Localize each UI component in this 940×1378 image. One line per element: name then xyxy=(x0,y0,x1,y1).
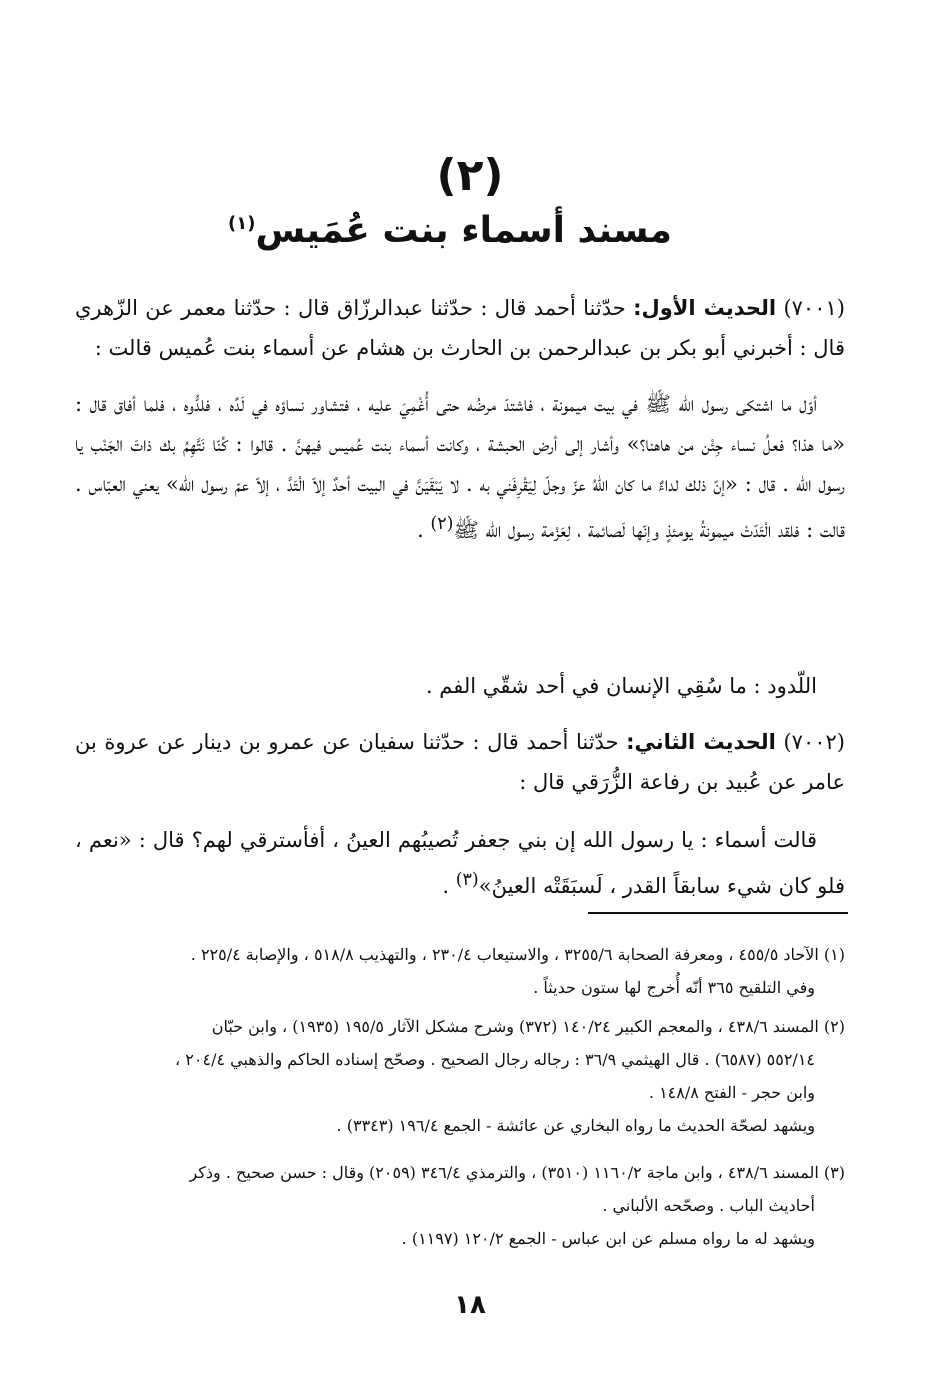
hadith-1-label: الحديث الأول: xyxy=(633,296,777,320)
hadith-2-footnote-ref: (٣) xyxy=(455,870,479,890)
footnote-line: ويشهد لصحّة الحديث ما رواه البخاري عن عائشة - الجمع ١٩٦/٤ (٣٣٤٣) . xyxy=(336,1116,815,1135)
footnote-line: ويشهد له ما رواه مسلم عن ابن عباس - الجمع ١٢٠/٢ (١١٩٧) . xyxy=(401,1229,815,1248)
hadith-1-matn-text: أوّل ما اشتكى رسول الله ﷺ في بيت ميمونة ، فاشتدّ مرضُه حتى أُغْمِيَ عليه ، فتشاور نساؤه في لَدِّه ، فلدُّوه ، فلما أفاق قال : «ما هذا؟ فعلُ نساء جِئْن من هاهنا؟» وأشار إلى أرض الحبشة ، وكانت أسماء بنت عُميس فيهنَّ . قالوا : كُنّا نَتَّهِمُ بك ذاتَ الجَنْب يا رسول الله . قال : «إنّ ذلك لداءٌ ما كان اللّهُ عزّ وجلّ لِيَقْرِفَني به . لا يَبْقَيَنَّ في البيت أحدٌ إلاّ الْتَدَّ ، إلاّ عمّ رسول الله» يعني العبّاس . قالت : فلقد الْتَدّتْ ميمونةُ يومئذٍ وإنّها لَصائمة ، لِعَزْمة رسول الله ﷺ xyxy=(75,392,845,542)
footnote-line: (١) الآحاد ٤٥٥/٥ ، ومعرفة الصحابة ٣٢٥٥/٦ ، والاستيعاب ٢٣٠/٤ ، والتهذيب ٥١٨/٨ ، والإصابة ٢٢٥/٤ . xyxy=(190,945,845,964)
section-number: (٢) xyxy=(436,150,504,201)
section-title xyxy=(0,210,900,251)
footnote-line: (٣) المسند ٤٣٨/٦ ، وابن ماجة ١١٦٠/٢ (٣٥١٠) ، والترمذي ٣٤٦/٤ (٢٠٥٩) وقال : حسن صحيح . وذكر xyxy=(189,1163,845,1182)
title-footnote-ref: (١) xyxy=(228,213,256,234)
footnote-line: أحاديث الباب . وصحّحه الألباني . xyxy=(602,1196,815,1215)
hadith-1-matn-end: . xyxy=(417,518,431,542)
hadith-2-matn-end: . xyxy=(442,874,456,898)
footnote-line: ٥٥٢/١٤ (٦٥٨٧) . قال الهيثمي ٣٦/٩ : رجاله رجال الصحيح . وصحّح إسناده الحاكم والذهبي ٢٠٤/٤ ، xyxy=(175,1050,815,1069)
footnote-3 xyxy=(75,1156,845,1255)
gloss-paragraph: اللّدود : ما سُقِي الإنسان في أحد شقّي الفم . xyxy=(425,674,817,698)
hadith-2-isnad-text: حدّثنا أحمد قال : حدّثنا سفيان عن عمرو بن دينار عن عروة بن عامر عن عُبيد بن رفاعة الزُّرَقي قال : xyxy=(75,730,845,794)
hadith-1-matn xyxy=(75,384,845,550)
hadith-1-footnote-ref: (٢) xyxy=(430,514,454,534)
hadith-1-ref: (٧٠٠١) xyxy=(783,296,845,320)
hadith-2-matn xyxy=(75,820,845,906)
hadith-2-label: الحديث الثاني: xyxy=(626,730,776,754)
hadith-1-isnad-text: حدّثنا أحمد قال : حدّثنا عبدالرزّاق قال : حدّثنا معمر عن الزّهري قال : أخبرني أبو بكر بن عبدالرحمن بن الحارث بن هشام عن أسماء بنت عُميس قالت : xyxy=(75,296,845,360)
footnote-divider xyxy=(588,912,848,914)
section-title-text: مسند أسماء بنت عُمَيس xyxy=(255,210,672,251)
footnote-line: (٢) المسند ٤٣٨/٦ ، والمعجم الكبير ١٤٠/٢٤ (٣٧٢) وشرح مشكل الآثار ١٩٥/٥ (١٩٣٥) ، وابن حبّان xyxy=(211,1017,845,1036)
page-number: ١٨ xyxy=(454,1290,486,1320)
hadith-2-isnad xyxy=(75,722,845,802)
hadith-2-ref: (٧٠٠٢) xyxy=(783,730,845,754)
hadith-1-isnad xyxy=(75,288,845,368)
footnote-line: وفي التلقيح ٣٦٥ أنّه أُخرج لها ستون حديثاً . xyxy=(533,978,815,997)
footnote-1 xyxy=(75,938,845,1004)
hadith-2-matn-text: قالت أسماء : يا رسول الله إن بني جعفر تُصيبُهم العينُ ، أفأسترقي لهم؟ قال : «نعم ، فلو كان شيء سابقاً القدر ، لَسبَقَتْه العينُ» xyxy=(75,828,845,898)
footnote-line: وابن حجر - الفتح ١٤٨/٨ . xyxy=(648,1083,815,1102)
footnote-2 xyxy=(75,1010,845,1142)
